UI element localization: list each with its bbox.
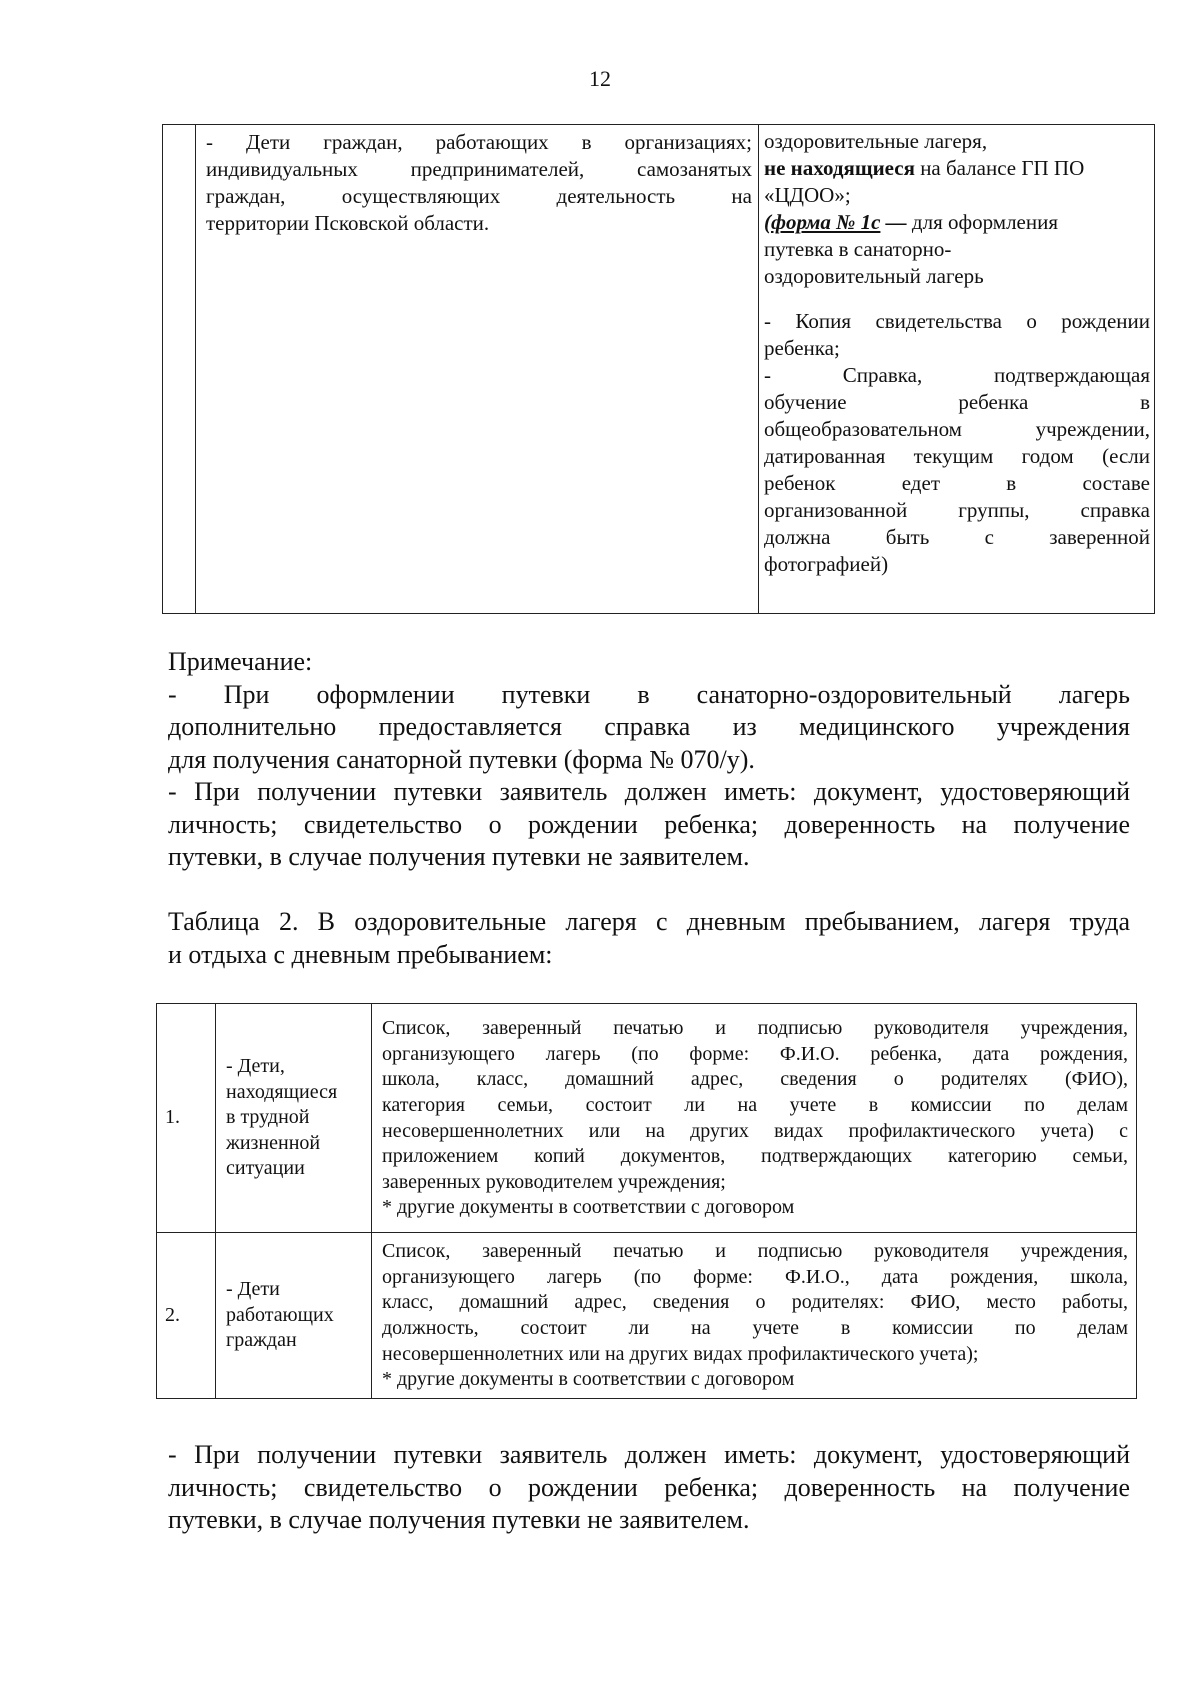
table2-caption	[168, 906, 1130, 971]
note-line: - При получении путевки заявитель должен иметь: документ, удостоверяющий	[168, 1440, 1130, 1469]
birth-certificate-item: - Копия свидетельства о рождении	[764, 309, 1150, 333]
table-row	[163, 125, 1155, 614]
number-cell	[163, 125, 196, 614]
documents-cell	[372, 1233, 1137, 1399]
doc-line: путевка в санаторно-	[764, 237, 952, 261]
doc-line: должность, состоит ли на учете в комиссии по делам	[382, 1317, 1128, 1339]
certificate-line: организованной группы, справка	[764, 498, 1150, 522]
other-documents: * другие документы в соответствии с договором	[382, 1196, 795, 1219]
documents-cell	[759, 125, 1155, 614]
category-line: - Дети	[226, 1278, 280, 1301]
category-line: находящиеся	[226, 1080, 338, 1103]
certificate-line: датированная текущим годом (если	[764, 444, 1150, 468]
doc-line: Список, заверенный печатью и подписью руководителя учреждения,	[382, 1017, 1128, 1040]
category-line: в трудной	[226, 1106, 310, 1129]
documents-table-continuation	[162, 124, 1155, 614]
other-documents: * другие документы в соответствии с договором	[382, 1368, 795, 1391]
certificate-line: общеобразовательном учреждении,	[764, 417, 1150, 441]
category-line: граждан, осуществляющих деятельность на	[206, 184, 752, 208]
note-line: путевки, в случае получения путевки не заявителем.	[168, 842, 750, 871]
not-on-balance-emphasis: не находящиеся	[764, 156, 915, 180]
category-cell	[216, 1233, 372, 1399]
category-cell	[216, 1004, 372, 1233]
note-line: - При оформлении путевки в санаторно-оздоровительный лагерь	[168, 679, 1130, 709]
doc-line: оздоровительные лагеря,	[764, 129, 988, 153]
doc-line: класс, домашний адрес, сведения о родителях: ФИО, место работы,	[382, 1291, 1128, 1314]
doc-line: организующего лагерь (по форме: Ф.И.О. ребенка, дата рождения,	[382, 1042, 1128, 1065]
doc-line: заверенных руководителем учреждения;	[382, 1170, 726, 1193]
form-purpose: для оформления	[911, 210, 1059, 234]
note-line: личность; свидетельство о рождении ребенка; доверенность на получение	[168, 809, 1130, 839]
certificate-line: должна быть с заверенной	[764, 525, 1150, 549]
doc-line: «ЦДОО»;	[764, 183, 851, 207]
category-line: работающих	[226, 1303, 334, 1326]
certificate-line: фотографией)	[764, 552, 889, 576]
row-number: 1.	[157, 1004, 216, 1233]
category-line: жизненной	[226, 1131, 321, 1154]
category-line: - Дети граждан, работающих в организациях;	[206, 130, 752, 154]
doc-line: оздоровительный лагерь	[764, 264, 984, 288]
category-line: - Дети,	[226, 1055, 285, 1078]
note-line: для получения санаторной путевки (форма № 070/у).	[168, 744, 755, 774]
note-heading: Примечание:	[168, 647, 313, 676]
category-line: граждан	[226, 1329, 297, 1352]
note-line: путевки, в случае получения путевки не заявителем.	[168, 1505, 750, 1534]
doc-line: Список, заверенный печатью и подписью руководителя учреждения,	[382, 1240, 1128, 1263]
documents-cell	[372, 1004, 1137, 1233]
note-line: дополнительно предоставляется справка из медицинского учреждения	[168, 712, 1130, 741]
certificate-line: ребенок едет в составе	[764, 471, 1150, 495]
category-line: ситуации	[226, 1157, 305, 1180]
category-line: территории Псковской области.	[206, 211, 490, 235]
certificate-line: обучение ребенка в	[764, 390, 1150, 414]
doc-line: категория семьи, состоит ли на учете в комиссии по делам	[382, 1093, 1128, 1116]
final-note	[168, 1439, 1130, 1537]
category-line: индивидуальных предпринимателей, самозанятых	[206, 157, 752, 181]
certificate-line: - Справка, подтверждающая	[764, 363, 1150, 387]
day-camp-documents-table	[156, 1003, 1137, 1399]
doc-line	[764, 155, 1150, 182]
row-number: 2.	[157, 1233, 216, 1399]
caption-line: Таблица 2. В оздоровительные лагеря с дневным пребыванием, лагеря труда	[168, 907, 1130, 936]
doc-line: несовершеннолетних или на других видах профилактического учета) с	[382, 1119, 1128, 1142]
page-number: 12	[589, 66, 611, 91]
birth-certificate-item: ребенка;	[764, 336, 840, 360]
note-block	[168, 646, 1130, 874]
doc-text: на балансе ГП ПО	[914, 156, 1085, 180]
table-row	[157, 1004, 1137, 1233]
category-cell	[196, 125, 759, 614]
doc-line: приложением копий документов, подтверждающих категорию семьи,	[382, 1145, 1128, 1168]
doc-line: организующего лагерь (по форме: Ф.И.О., дата рождения, школа,	[382, 1265, 1128, 1288]
form-dash: —	[880, 210, 912, 234]
form-reference	[764, 209, 1150, 236]
note-line: - При получении путевки заявитель должен иметь: документ, удостоверяющий	[168, 777, 1130, 806]
doc-line: несовершеннолетних или на других видах профилактического учета);	[382, 1342, 979, 1365]
table-row	[157, 1233, 1137, 1399]
doc-line: школа, класс, домашний адрес, сведения о родителях (ФИО),	[382, 1068, 1128, 1091]
form-number: форма № 1с	[771, 210, 881, 234]
caption-line: и отдыха с дневным пребыванием:	[168, 939, 553, 969]
note-line: личность; свидетельство о рождении ребенка; доверенность на получение	[168, 1472, 1130, 1502]
form-reference-open: (	[764, 210, 771, 234]
